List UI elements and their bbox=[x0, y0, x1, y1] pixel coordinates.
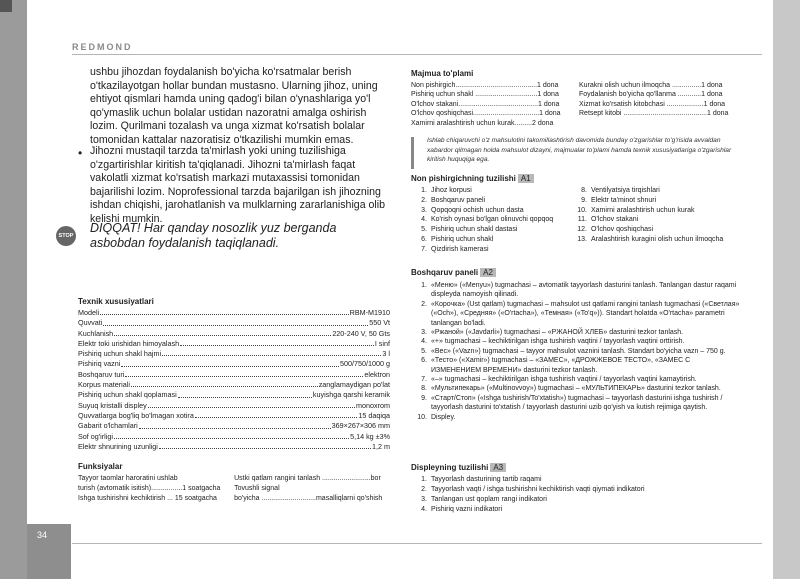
part-item bbox=[411, 206, 571, 216]
spec-row bbox=[78, 421, 390, 431]
functions-title: Funksiyalar bbox=[78, 462, 123, 471]
spec-label: Kuchlanish bbox=[78, 328, 114, 338]
spec-label: Suyuq kristalli displey bbox=[78, 400, 147, 410]
spec-dots bbox=[178, 390, 312, 397]
spec-label: Elektr shnurining uzunligi bbox=[78, 441, 158, 451]
spec-dots bbox=[125, 370, 363, 377]
spec-row bbox=[78, 390, 390, 400]
brand-logo: REDMOND bbox=[72, 42, 133, 52]
package-item: Non pishirgich..........................................1 dona bbox=[411, 82, 559, 89]
spec-row bbox=[78, 442, 390, 452]
page-number-box bbox=[27, 524, 71, 579]
spec-value: 369×267×306 mm bbox=[331, 421, 390, 431]
item-number: 4. bbox=[421, 506, 427, 513]
item-text: O'lchov stakani bbox=[591, 216, 639, 224]
spec-label: Pishiriq uchun shakl hajmi bbox=[78, 349, 162, 359]
function-line: Ustki qatlam rangini tanlash .........................bor bbox=[234, 475, 381, 482]
spec-label: Boshqaruv turi bbox=[78, 369, 125, 379]
left-margin-bar bbox=[0, 0, 27, 579]
item-text: Qopqoqni ochish uchun dasta bbox=[431, 206, 524, 214]
parts-col-2 bbox=[571, 186, 736, 255]
spec-dots bbox=[180, 339, 374, 346]
part-item bbox=[571, 186, 736, 196]
part-item bbox=[571, 196, 736, 206]
item-text: Tanlangan ust qoplam rangi indikatori bbox=[431, 496, 547, 503]
spec-dots bbox=[139, 421, 331, 428]
item-text: Jihoz korpusi bbox=[431, 187, 472, 194]
item-text: «Ржаной» («Javdarli») tugmachasi – «РЖАНОЙ ХЛЕБ» dasturini tezkor tanlash. bbox=[431, 329, 684, 337]
item-number: 2. bbox=[421, 196, 427, 204]
spec-value: 5,14 kg ±3% bbox=[350, 431, 390, 441]
spec-row bbox=[78, 349, 390, 359]
item-text: O'lchov qoshiqchasi bbox=[591, 226, 654, 234]
item-text: Pishiriq uchun shakl bbox=[431, 235, 494, 243]
repair-paragraph: Jihozni mustaqil tarzda ta'mirlash yoki uning tuzilishiga o'zgartirishlar kiritish ta'qiqlanadi. Jihozni ta'mirlash faqat vakolatli xizmat ko'rsatish markazi mutaxassisi tomonidan bajarilishi lozim. Noprofessional tarzda bajarilgan ish jihozning ishdan chiqishi, jarohatlanish va mulklarning zararlanishiga olib kelishi mumkin. bbox=[90, 145, 386, 225]
spec-row bbox=[78, 318, 390, 328]
item-number: 11. bbox=[577, 216, 587, 224]
parts-badge: A1 bbox=[518, 174, 534, 183]
display-item bbox=[411, 505, 741, 515]
part-item bbox=[571, 215, 736, 225]
item-number: 12. bbox=[577, 226, 587, 234]
spec-value: I sinf bbox=[374, 338, 390, 348]
spec-dots bbox=[131, 380, 318, 387]
spec-value: 500/750/1000 g bbox=[340, 359, 390, 369]
display-item bbox=[411, 485, 741, 495]
control-badge: A2 bbox=[480, 268, 496, 277]
display-item bbox=[411, 495, 741, 505]
item-text: Aralashtirish kuragini olish uchun ilmoqcha bbox=[591, 235, 724, 243]
spec-dots bbox=[103, 318, 368, 325]
spec-dots bbox=[114, 432, 349, 439]
spec-dots bbox=[159, 442, 371, 449]
item-text: Xamirni aralashtirish uchun kurak bbox=[591, 206, 695, 214]
tech-specs-table bbox=[78, 308, 390, 452]
intro-text: ushbu jihozdan foydalanish bo'yicha ko'rsatmalar berish o'tkazilayotgan hollar bundan mustasno. Ularning jihoz, uning ehtiyot qismlari hamda uning qadog'i bilan o'ynashlariga yo'l qo'ymaslik uchun bolalar ustidan nazoratni amalga oshirish lozim. Qurilmani tozalash va unga xizmat ko'rsatish bolalar tomonidan kattalar nazoratisiz o'tkazilishi mumkin emas. bbox=[90, 66, 378, 146]
parts-title-text: Non pishirgichning tuzilishi bbox=[411, 174, 516, 183]
item-text: Displey. bbox=[431, 413, 456, 421]
package-item: Kurakni olish uchun ilmoqcha ...............1 dona bbox=[579, 82, 723, 89]
item-text: Elektr ta'minot shnuri bbox=[591, 196, 657, 204]
item-text: «Корочка» (Ust qatlam) tugmachasi – mahsulot ust qatlami rangini tanlash tugmachasi («Светлая» («Och»), «Средняя» («O'rtacha»), «Темная» («To'q»)). Standart holatda «O'rtacha» parametri tanlangan bo'ladi. bbox=[431, 300, 740, 327]
spec-label: Sof og'irligi bbox=[78, 431, 113, 441]
control-item bbox=[411, 347, 741, 356]
part-item bbox=[411, 245, 571, 255]
package-item: O'lchov qoshiqchasi..................................1 dona bbox=[411, 110, 561, 118]
item-text: «+» tugmachasi – kechiktirilgan ishga tushirish vaqtini / tayyorlash vaqtini orttirish. bbox=[431, 338, 685, 346]
item-number: 3. bbox=[421, 329, 427, 337]
page-number: 34 bbox=[37, 530, 48, 540]
item-number: 1. bbox=[421, 476, 427, 483]
intro-paragraph bbox=[90, 66, 390, 147]
spec-row bbox=[78, 329, 390, 339]
item-number: 9. bbox=[581, 196, 587, 204]
part-item bbox=[571, 225, 736, 235]
package-item: Xamirni aralashtirish uchun kurak.........2 dona bbox=[411, 119, 554, 127]
part-item bbox=[411, 196, 571, 206]
package-item: Retsept kitobi ...........................................1 dona bbox=[579, 110, 729, 118]
manufacturer-note: Ishlab chiqaruvchi o'z mahsulotini takomillashtirish davomida bunday o'zgarishlar to'g'risida avvaldan xabardor qilmagan holda mahsulot dizayni, majmualar to'plami hamda texnik xususiyatlariga o'zgarishlar kiritish huquqiga ega. bbox=[427, 137, 732, 164]
parts-col-1 bbox=[411, 186, 571, 255]
item-number: 2. bbox=[421, 300, 427, 308]
part-item bbox=[411, 235, 571, 245]
item-number: 8. bbox=[581, 187, 587, 194]
spec-value: 220-240 V, 50 Gts bbox=[332, 328, 390, 338]
item-number: 4. bbox=[421, 338, 427, 346]
function-line: bo'yicha ............................masalliqlarni qo'shish bbox=[234, 495, 383, 503]
item-number: 7. bbox=[421, 245, 427, 253]
spec-row bbox=[78, 380, 390, 390]
stop-icon: STOP bbox=[56, 226, 76, 246]
spec-row bbox=[78, 308, 390, 318]
functions-col-2 bbox=[234, 474, 390, 505]
spec-label: Quvvatlarga bog'liq bo'lmagan xotira bbox=[78, 410, 194, 420]
spec-label: Quvvati bbox=[78, 318, 103, 328]
control-item bbox=[411, 281, 741, 300]
bullet-marker: • bbox=[78, 146, 83, 160]
item-text: Ko'rish oynasi bo'lgan olinuvchi qopqoq bbox=[431, 216, 554, 224]
top-divider bbox=[72, 54, 762, 55]
item-text: «Вес» («Vazn») tugmachasi – tayyor mahsulot vaznini tanlash. Standart bo'yicha vazn – 750 g. bbox=[431, 347, 726, 355]
item-text: Boshqaruv paneli bbox=[431, 196, 486, 204]
spec-label: Korpus materiali bbox=[78, 380, 130, 390]
display-list bbox=[411, 475, 741, 515]
part-item bbox=[411, 215, 571, 225]
function-line: Ishga tushirishni kechiktirish ... 15 soatgacha bbox=[78, 495, 217, 503]
item-text: «Меню» («Menyu») tugmachasi – avtomatik tayyorlash dasturini tanlash. Tanlangan dastur raqami displeyda namoyish qilinadi. bbox=[431, 282, 737, 299]
spec-row bbox=[78, 432, 390, 442]
item-number: 2. bbox=[421, 486, 427, 493]
spec-label: Pishiriq uchun shakl qoplamasi bbox=[78, 390, 177, 400]
spec-dots bbox=[195, 411, 358, 418]
spec-value: kuyishga qarshi keramik bbox=[312, 390, 390, 400]
item-text: Pishiriq uchun shakl dastasi bbox=[431, 226, 518, 234]
spec-row bbox=[78, 339, 390, 349]
item-number: 6. bbox=[421, 357, 427, 365]
control-item bbox=[411, 375, 741, 384]
display-title-text: Displeyning tuzilishi bbox=[411, 463, 489, 472]
display-badge: A3 bbox=[490, 463, 506, 472]
spec-value: 3 l bbox=[382, 349, 390, 359]
warning-text: DIQQAT! Har qanday nosozlik yuz berganda asbobdan foydalanish taqiqlanadi. bbox=[90, 221, 337, 250]
package-list bbox=[411, 81, 741, 128]
functions-list bbox=[78, 474, 390, 505]
item-number: 10. bbox=[417, 413, 427, 421]
item-text: Tayyorlash vaqti / ishga tushirishni kechiktirish vaqti qiymati indikatori bbox=[431, 486, 645, 493]
item-number: 4. bbox=[421, 216, 427, 224]
display-title bbox=[411, 463, 506, 472]
spec-value: RBM-M1910 bbox=[349, 308, 390, 317]
spec-dots bbox=[114, 329, 331, 336]
control-title bbox=[411, 268, 496, 277]
item-text: «Мультипекарь» («Multinovvoy») tugmachasi – «МУЛЬТИПЕКАРЬ» dasturini tezkor tanlash. bbox=[431, 385, 721, 393]
control-list bbox=[411, 281, 741, 422]
spec-value: monoxrom bbox=[356, 400, 390, 410]
item-text: Tayyorlash dasturining tartib raqami bbox=[431, 476, 542, 483]
part-item bbox=[411, 186, 571, 196]
spec-label: Elektr toki urishidan himoyalash bbox=[78, 338, 180, 348]
spec-label: Gabarit o'lchamlari bbox=[78, 421, 138, 431]
control-item bbox=[411, 384, 741, 393]
control-item bbox=[411, 394, 741, 413]
spec-label: Pishiriq vazni bbox=[78, 359, 121, 369]
item-number: 3. bbox=[421, 206, 427, 214]
function-line: turish (avtomatik isitish)................1 soatgacha bbox=[78, 485, 221, 493]
spec-dots bbox=[148, 401, 355, 408]
control-item bbox=[411, 356, 741, 375]
package-item: Foydalanish bo'yicha qo'llanma ............1 dona bbox=[579, 91, 723, 99]
item-text: Ventilyatsiya tirqishlari bbox=[591, 187, 660, 194]
spec-label: Modeli bbox=[78, 308, 100, 317]
item-number: 5. bbox=[421, 347, 427, 355]
spec-value: 15 daqiqa bbox=[358, 410, 390, 420]
spec-value: elektron bbox=[364, 369, 390, 379]
control-item bbox=[411, 337, 741, 346]
item-text: «Тесто» («Xamir») tugmachasi – «ЗАМЕС», «ДРОЖЖЕВОЕ ТЕСТО», «ЗАМЕС С ИЗМЕНЕНИЕМ ВРЕМЕНИ» dasturini tezkor tanlash. bbox=[431, 357, 691, 374]
control-item bbox=[411, 328, 741, 337]
functions-col-1 bbox=[78, 474, 226, 505]
item-number: 9. bbox=[421, 394, 427, 402]
parts-list bbox=[411, 186, 741, 255]
spec-dots bbox=[100, 308, 348, 315]
control-item bbox=[411, 413, 741, 422]
part-item bbox=[571, 235, 736, 245]
function-line: Tovushli signal bbox=[234, 485, 280, 493]
part-item bbox=[571, 206, 736, 216]
item-number: 3. bbox=[421, 496, 427, 503]
corner-mark bbox=[0, 0, 12, 12]
item-number: 1. bbox=[421, 187, 427, 194]
item-text: Pishiriq vazni indikatori bbox=[431, 506, 503, 513]
right-margin-bar bbox=[773, 0, 800, 579]
item-number: 6. bbox=[421, 235, 427, 243]
item-text: «Старт/Стоп» («Ishga tushirish/To'xtatish») tugmachasi – tayyorlash dasturini ishga tushirish / tayyorlash dasturini to'xtatish / tayyorlash dasturini uzib qo'yish va kutish rejimiga qaytish. bbox=[431, 394, 723, 412]
spec-row bbox=[78, 370, 390, 380]
spec-value: 1,2 m bbox=[372, 441, 390, 451]
spec-row bbox=[78, 401, 390, 411]
item-number: 10. bbox=[577, 206, 587, 214]
spec-dots bbox=[162, 349, 381, 356]
spec-row bbox=[78, 411, 390, 421]
function-line: Tayyor taomlar haroratini ushlab bbox=[78, 475, 178, 482]
tech-specs-title: Texnik xususiyatlari bbox=[78, 297, 154, 306]
spec-value: zanglamaydigan po'lat bbox=[318, 380, 390, 390]
package-title: Majmua to'plami bbox=[411, 69, 474, 78]
note-bar bbox=[411, 137, 414, 169]
package-item: Pishiriq uchun shakl ................................1 dona bbox=[411, 91, 559, 99]
control-item bbox=[411, 300, 741, 328]
item-number: 8. bbox=[421, 385, 427, 393]
item-number: 7. bbox=[421, 376, 427, 384]
item-number: 13. bbox=[577, 235, 587, 243]
package-item: Xizmat ko'rsatish kitobchasi ...................1 dona bbox=[579, 100, 726, 108]
item-number: 5. bbox=[421, 226, 427, 234]
part-item bbox=[411, 225, 571, 235]
item-text: Qizdirish kamerasi bbox=[431, 245, 489, 253]
package-col-1 bbox=[411, 81, 569, 128]
parts-title bbox=[411, 174, 534, 183]
bottom-divider bbox=[72, 543, 762, 544]
display-item bbox=[411, 475, 741, 485]
item-number: 1. bbox=[421, 282, 427, 289]
package-col-2 bbox=[579, 81, 739, 128]
spec-row bbox=[78, 359, 390, 369]
item-text: «–» tugmachasi – kechiktirilgan ishga tushirish vaqtini / tayyorlash vaqtini kamaytirish. bbox=[431, 376, 697, 384]
spec-dots bbox=[121, 359, 339, 366]
package-item: O'lchov stakani.........................................1 dona bbox=[411, 100, 560, 108]
control-title-text: Boshqaruv paneli bbox=[411, 268, 479, 277]
spec-value: 550 Vt bbox=[369, 318, 390, 328]
